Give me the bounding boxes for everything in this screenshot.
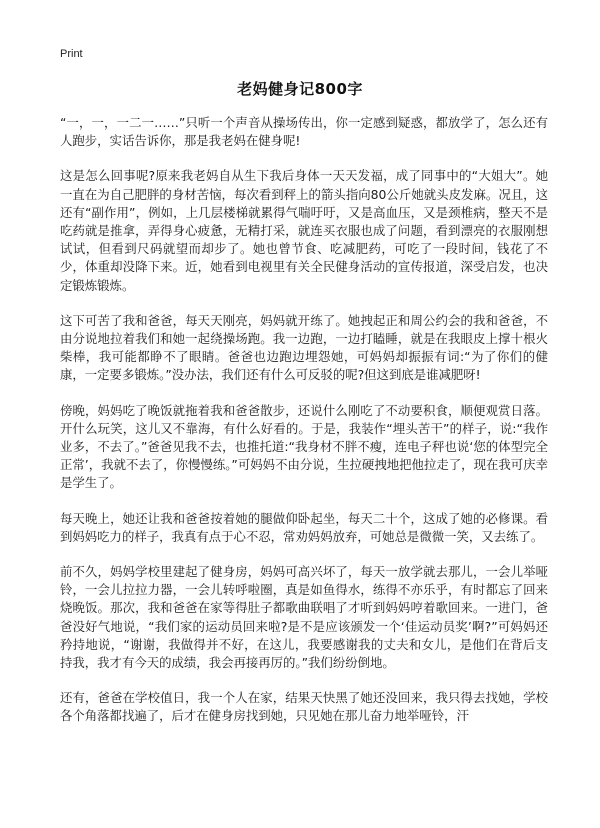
- paragraph-1: “一，一，一二一……”只听一个声音从操场传出，你一定感到疑惑，都放学了，怎么还有人跑步，实话告诉你，那是我老妈在健身呢!: [60, 115, 548, 149]
- page-title: 老妈健身记800字: [237, 80, 363, 98]
- paragraph-6: 前不久，妈妈学校里建起了健身房，妈妈可高兴坏了，每天一放学就去那儿，一会儿举哑铃，一会儿拉拉力器，一会儿转呼啦圈，真是如鱼得水，练得不亦乐乎，有时都忘了回来烧晚饭。那次，我和爸爸在家等得肚子都歌曲联唱了才听到妈妈哼着歌回来。一进门，爸爸没好气地说，“我们家的运动员回来啦?是不是应该颁发一个‘佳运动员奖’啊?”可妈妈还矜持地说，“谢谢，我做得并不好，在这儿，我要感谢我的丈夫和女儿，是他们在背后支持我，我才有今天的成绩，我会再接再厉的。”我们纷纷倒地。: [60, 564, 548, 671]
- paragraph-3: 这下可苦了我和爸爸，每天天刚亮，妈妈就开练了。她拽起正和周公约会的我和爸爸，不由分说地拉着我们和她一起绕操场跑。我一边跑，一边打瞌睡，就是在我眼皮上撑十根火柴棒，我可能都睁不了眼睛。爸爸也边跑边埋怨她，可妈妈却振振有词:“为了你们的健康，一定要多锻炼。”没办法，我们还有什么可反驳的呢?但这到底是谁减肥呀!: [60, 312, 548, 383]
- paragraph-7: 还有，爸爸在学校值日，我一个人在家，结果天快黑了她还没回来，我只得去找她，学校各个角落都找遍了，后才在健身房找到她，只见她在那儿奋力地举哑铃，汗: [60, 690, 548, 724]
- article-body: [60, 114, 548, 743]
- print-label[interactable]: Print: [60, 48, 83, 60]
- paragraph-4: 傍晚，妈妈吃了晚饭就拖着我和爸爸散步，还说什么刚吃了不动要积食，顺便观赏日落。开什么玩笑，这儿又不靠海，有什么好看的。于是，我装作“埋头苦干”的样子，说:“我作业多，不去了。”爸爸见我不去，也推托道:“我身材不胖不瘦，连电子秤也说‘您的体型完全正常’，我就不去了，你慢慢练。”可妈妈不由分说，生拉硬拽地把他拉走了，现在我可庆幸是学生了。: [60, 402, 548, 491]
- paragraph-5: 每天晚上，她还让我和爸爸按着她的腿做仰卧起坐，每天二十个，这成了她的必修课。看到妈妈吃力的样子，我真有点于心不忍，常劝妈妈放弃，可她总是微微一笑，又去练了。: [60, 510, 548, 544]
- paragraph-2: 这是怎么回事呢?原来我老妈自从生下我后身体一天天发福，成了同事中的“大姐大”。她一直在为自己肥胖的身材苦恼，每次看到秤上的箭头指向80公斤她就头皮发麻。况且，这还有“副作用”，例如，上几层楼梯就累得气喘吁吁，又是高血压，又是颈椎病，整天不是吃药就是推拿，弄得身心疲惫，无精打采，就连买衣服也成了问题，看到漂亮的衣服刚想试试，但看到尺码就望而却步了。她也曾节食、吃减肥药，可吃了一段时间，钱花了不少，体重却没降下来。近，她看到电视里有关全民健身活动的宣传报道，深受启发，也决定锻炼锻炼。: [60, 168, 548, 293]
